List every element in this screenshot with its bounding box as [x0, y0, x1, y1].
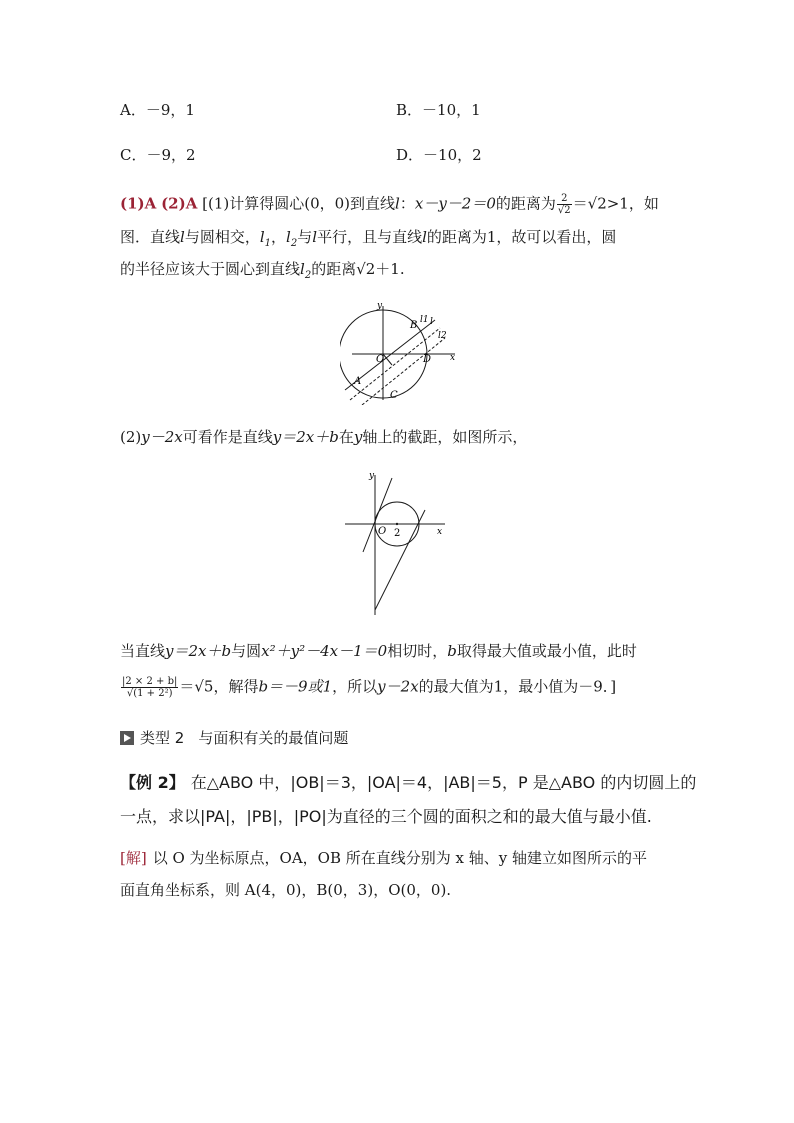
- solution-line-2: 面直角坐标系，则 A(4，0)，B(0，3)，O(0，0).: [120, 881, 452, 899]
- y-axis: y: [353, 428, 363, 446]
- fig1-o-label: O: [376, 354, 385, 365]
- answer-line-3: [120, 262, 405, 281]
- fig2-two-label: 2: [394, 528, 401, 539]
- text-seg: 轴上的截距，如图所示，: [362, 428, 528, 446]
- line-l2-ref: $l_2$: [300, 260, 312, 281]
- distance-text: 的距离为: [495, 194, 556, 213]
- tangent-line-2: [120, 676, 616, 699]
- text-seg: 的半径应该大于圆心到直线: [120, 260, 301, 278]
- solution-line-1: [120, 851, 647, 866]
- text-seg: 图．直线: [120, 228, 181, 246]
- distance-fraction: [557, 193, 572, 216]
- part2-line: [120, 430, 527, 445]
- fig2-y-label: y: [369, 471, 375, 481]
- line-l-3: l: [312, 228, 318, 246]
- section-header: [120, 727, 348, 748]
- fig1-c-label: C: [390, 390, 398, 401]
- fig1-a-label: A: [354, 376, 362, 387]
- fig2-x-label: x: [437, 527, 443, 537]
- answer-part1: (1)A: [120, 194, 157, 213]
- option-a: A．－9，1: [120, 101, 195, 119]
- fig2-o-label: O: [378, 526, 387, 537]
- example-line-1: [120, 770, 696, 793]
- frac-den: √2: [557, 205, 571, 216]
- text-seg: ＝√5，解得: [179, 677, 259, 696]
- expression: y－2x: [377, 677, 419, 696]
- fig1-d-label: D: [423, 354, 432, 365]
- text-seg: 可看作是直线: [182, 428, 273, 446]
- line-l1: $l_1$: [259, 228, 272, 249]
- frac-den: √(1 + 2²): [126, 688, 173, 699]
- expression: y－2x: [141, 428, 183, 446]
- example-text: 在△ABO 中，|OB|＝3，|OA|＝4，|AB|＝5，P 是△ABO 的内切圆上的: [190, 773, 697, 792]
- text-seg: 取得最大值或最小值，此时: [456, 642, 637, 660]
- solution-label: [解]: [120, 849, 147, 867]
- line-l: l: [395, 194, 400, 213]
- section-title: 与面积有关的最值问题: [198, 729, 349, 747]
- answer-text: [(1)计算得圆心(0，0)到直线: [202, 194, 396, 213]
- text-seg: 相切时，: [387, 642, 448, 660]
- play-triangle-icon: [120, 731, 134, 745]
- example-line-2: 一点，求以|PA|，|PB|，|PO|为直径的三个圆的面积之和的最大值与最小值.: [120, 807, 652, 826]
- section-type: 类型 2: [140, 729, 185, 747]
- answer-line-2: 图．直线l与圆相交，$l_1$，$l_2$与l平行，且与直线l的距离为1，故可以看出，圆: [120, 228, 617, 249]
- text-seg: 的距离为1，故可以看出，圆: [426, 228, 617, 246]
- colon: ：: [399, 194, 415, 213]
- fig1-l-label: l: [430, 317, 433, 327]
- option-d: D．－10，2: [396, 146, 482, 164]
- answer-line-1: [120, 193, 659, 216]
- text-seg: 与圆: [231, 642, 262, 660]
- circle-equation: x²＋y²－4x－1＝0: [261, 642, 388, 660]
- line-l2: $l_2$: [286, 228, 298, 249]
- line-equation: y＝2x＋b: [272, 428, 339, 446]
- tangent-fraction: [121, 676, 178, 699]
- text-seg: 与圆相交，: [184, 228, 260, 246]
- frac-num: |2 × 2 + b|: [122, 676, 178, 687]
- text-seg: 平行，且与直线: [317, 228, 423, 246]
- text-seg: 当直线: [120, 642, 166, 660]
- option-b: B．－10，1: [396, 101, 481, 119]
- line-l-2: l: [180, 228, 185, 246]
- frac-num: 2: [557, 193, 572, 205]
- text-seg: 的最大值为1，最小值为－9．]: [418, 677, 617, 696]
- figure-tangent-lines: [340, 470, 450, 615]
- solution-text: 以 O 为坐标原点，OA，OB 所在直线分别为 x 轴、y 轴建立如图所示的平: [152, 849, 648, 867]
- distance-result: ＝√2>1，如: [572, 194, 659, 213]
- fig1-x-label: x: [450, 353, 456, 363]
- fig1-y-label: y: [377, 301, 383, 311]
- example-label: 【例 2】: [120, 773, 185, 792]
- figure-circle-lines: [340, 300, 460, 405]
- option-c: C．－9，2: [120, 146, 196, 164]
- var-b: b: [447, 642, 457, 660]
- answer-part2: (2)A: [161, 194, 198, 213]
- text-seg: 与: [297, 228, 313, 246]
- line-equation: x－y－2＝0: [414, 194, 496, 213]
- line-l-4: l: [422, 228, 427, 246]
- text-seg: (2): [120, 428, 142, 446]
- fig1-l2-label: l2: [438, 331, 447, 341]
- text-seg: 的距离√2＋1.: [311, 260, 405, 278]
- text-seg: ，所以: [332, 677, 378, 696]
- fig1-l1-label: l1: [420, 315, 429, 325]
- fig1-b-label: B: [410, 320, 418, 331]
- line-equation: y＝2x＋b: [165, 642, 232, 660]
- tangent-line-1: [120, 644, 637, 659]
- text-seg: 在: [338, 428, 354, 446]
- solution-values: b＝－9或1: [258, 677, 333, 696]
